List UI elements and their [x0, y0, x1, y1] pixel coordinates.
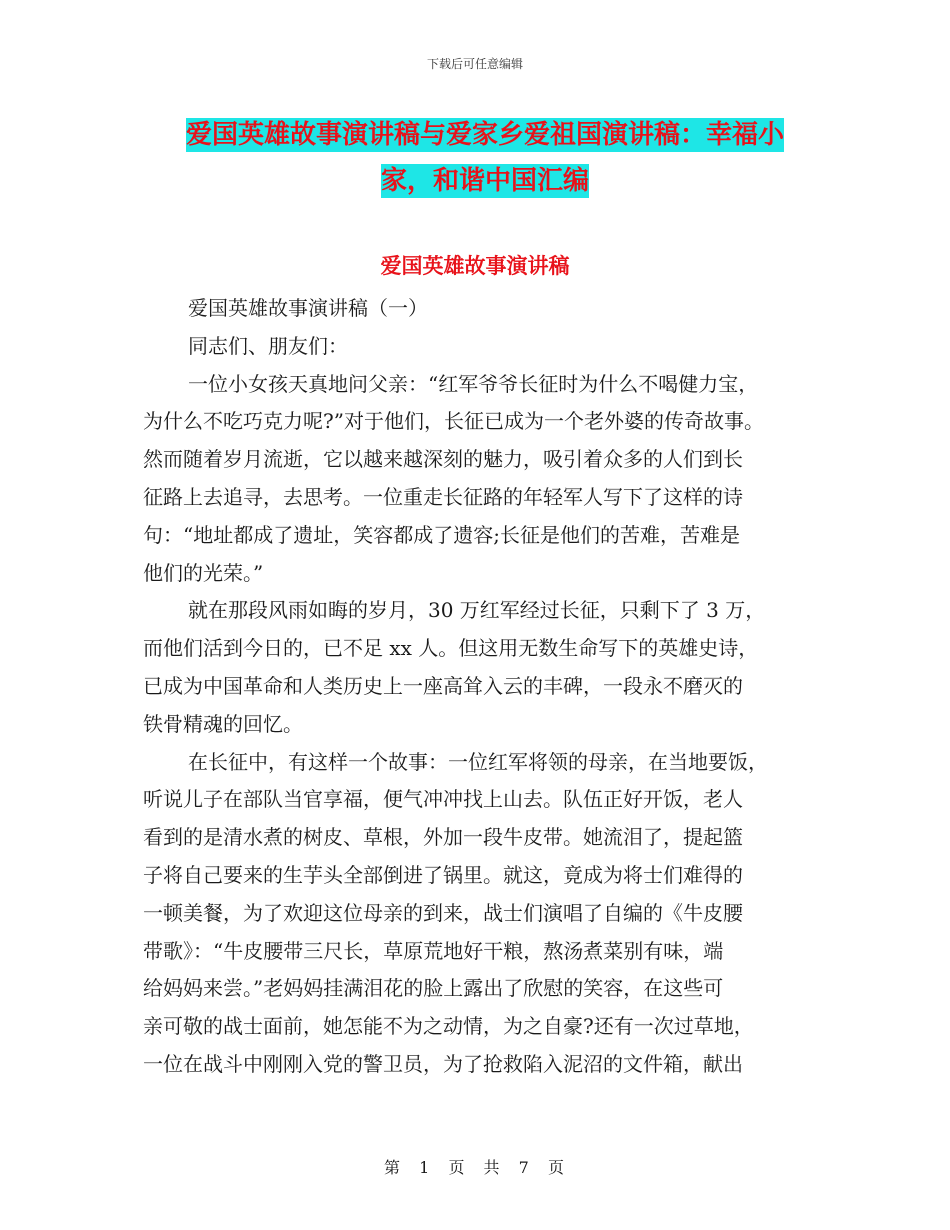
paragraph-line: 在长征中，有这样一个故事：一位红军将领的母亲，在当地要饭，	[188, 749, 768, 774]
footer-word-page: 第	[384, 1158, 403, 1177]
paragraph-line: 为什么不吃巧克力呢?”对于他们，长征已成为一个老外婆的传奇故事。	[143, 409, 764, 434]
paragraph-line: 征路上去追寻，去思考。一位重走长征路的年轻军人写下了这样的诗	[143, 484, 743, 509]
paragraph-line: 句：“地址都成了遗址，笑容都成了遗容;长征是他们的苦难，苦难是	[143, 522, 740, 547]
paragraph-line: 已成为中国革命和人类历史上一座高耸入云的丰碑，一段永不磨灭的	[143, 673, 743, 698]
salutation-line: 同志们、朋友们：	[188, 333, 348, 358]
page-footer	[0, 1155, 950, 1178]
footer-current-page: 1	[419, 1158, 432, 1177]
paragraph-line: 他们的光荣。”	[143, 560, 264, 585]
paragraph-line: 而他们活到今日的，已不足 xx 人。但这用无数生命写下的英雄史诗，	[143, 636, 759, 661]
paragraph-line: 铁骨精魂的回忆。	[143, 711, 303, 736]
footer-word-page-end: 页	[547, 1158, 566, 1177]
paragraph-line: 就在那段风雨如晦的岁月，30 万红军经过长征，只剩下了 3 万，	[188, 598, 766, 623]
footer-word-of-page: 页	[448, 1158, 467, 1177]
section-heading: 爱国英雄故事演讲稿	[380, 254, 570, 278]
paragraph-line: 听说儿子在部队当官享福，便气冲冲找上山去。队伍正好开饭，老人	[143, 787, 743, 812]
paragraph-line: 一顿美餐，为了欢迎这位母亲的到来，战士们演唱了自编的《牛皮腰	[143, 900, 743, 925]
paragraph-line: 看到的是清水煮的树皮、草根，外加一段牛皮带。她流泪了，提起篮	[143, 825, 743, 850]
body-text	[143, 290, 823, 1084]
paragraph-line: 子将自己要来的生芋头全部倒进了锅里。就这，竟成为将士们难得的	[143, 862, 743, 887]
paragraph-line: 然而随着岁月流逝，它以越来越深刻的魅力，吸引着众多的人们到长	[143, 447, 743, 472]
paragraph-line: 一位在战斗中刚刚入党的警卫员，为了抢救陷入泥沼的文件箱，献出	[143, 1051, 743, 1076]
document-title	[140, 112, 830, 204]
paragraph-line: 给妈妈来尝。”老妈妈挂满泪花的脸上露出了欣慰的笑容，在这些可	[143, 976, 724, 1001]
page-header-note: 下载后可任意编辑	[426, 57, 523, 71]
paragraph-line: 一位小女孩天真地问父亲：“红军爷爷长征时为什么不喝健力宝，	[188, 371, 759, 396]
footer-word-total: 共	[483, 1158, 502, 1177]
footer-total-pages: 7	[518, 1158, 531, 1177]
paragraph-line: 亲可敬的战士面前，她怎能不为之动情，为之自豪?还有一次过草地，	[143, 1014, 754, 1039]
document-title-line-2: 家，和谐中国汇编	[380, 166, 589, 196]
subheading-line: 爱国英雄故事演讲稿（一）	[188, 296, 428, 320]
paragraph-line: 带歌》：“牛皮腰带三尺长，草原荒地好干粮，熬汤煮菜别有味，端	[143, 938, 724, 963]
document-title-line-1: 爱国英雄故事演讲稿与爱家乡爱祖国演讲稿：幸福小	[185, 120, 784, 150]
